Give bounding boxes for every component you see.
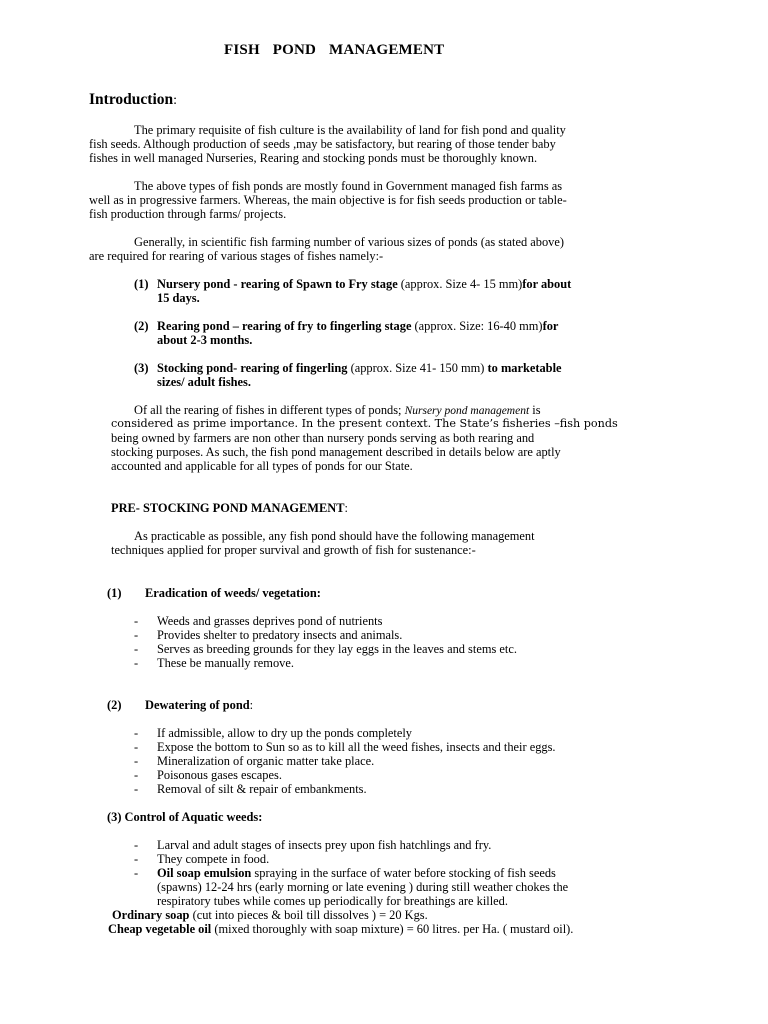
bullet-dash: - (134, 838, 139, 852)
vegetable-oil-line (108, 922, 573, 936)
pond-name: Rearing pond – rearing of fry to fingerling stage (157, 319, 412, 333)
text-line: considered as prime importance. In the present context. The State’s fisheries –fish ponds (111, 417, 618, 430)
text-span: (cut into pieces & boil till dissolves ) = 20 Kgs. (189, 908, 428, 922)
page-title: FISH POND MANAGEMENT (224, 42, 445, 58)
text-line: accounted and applicable for all types of ponds for our State. (111, 459, 413, 473)
pond-number: (3) (134, 361, 149, 375)
text-span: spraying in the surface of water before stocking of fish seeds (251, 866, 556, 880)
pond-number: (2) (134, 319, 149, 333)
pond-size: (approx. Size: 16-40 mm) (411, 319, 543, 333)
pre-stocking-heading-line (111, 501, 348, 515)
pond-duration: for about (522, 277, 572, 291)
text-span: (mixed thoroughly with soap mixture) = 60 litres. per Ha. ( mustard oil). (211, 922, 574, 936)
intro-heading-line (89, 93, 177, 108)
pond-duration-cont: sizes/ adult fishes. (157, 375, 251, 389)
list-item: These be manually remove. (157, 656, 294, 670)
pond-name: Stocking pond- rearing of fingerling (157, 361, 348, 375)
pond-duration: to marketable (487, 361, 562, 375)
pond-name: Nursery pond - rearing of Spawn to Fry stage (157, 277, 398, 291)
section-number: (2) (107, 698, 122, 712)
text-line: stocking purposes. As such, the fish pond management described in details below are aptly (111, 445, 561, 459)
pond-size: (approx. Size 4- 15 mm) (397, 277, 523, 291)
text-line: fish production through farms/ projects. (89, 207, 287, 221)
section-heading-line (145, 698, 253, 712)
bullet-dash: - (134, 614, 139, 628)
text-line: As practicable as possible, any fish pond should have the following management (134, 529, 535, 543)
bullet-dash: - (134, 754, 139, 768)
bullet-dash: - (134, 740, 139, 754)
bullet-dash: - (134, 642, 139, 656)
pond-size: (approx. Size 41- 150 mm) (347, 361, 488, 375)
pond-line (157, 361, 562, 375)
list-item: If admissible, allow to dry up the ponds completely (157, 726, 412, 740)
list-item: Serves as breeding grounds for they lay eggs in the leaves and stems etc. (157, 642, 517, 656)
pond-line (157, 277, 571, 291)
ordinary-soap-label: Ordinary soap (112, 908, 190, 922)
text-line: fishes in well managed Nurseries, Rearing and stocking ponds must be thoroughly known. (89, 151, 538, 165)
text-line (134, 403, 541, 418)
ordinary-soap-line (112, 908, 428, 922)
bullet-dash: - (134, 866, 139, 880)
pond-duration-cont: 15 days. (157, 291, 200, 305)
intro-heading: Introduction (89, 91, 174, 108)
pond-number: (1) (134, 277, 149, 291)
bullet-dash: - (134, 768, 139, 782)
bullet-dash: - (134, 656, 139, 670)
text-span: is (529, 403, 541, 417)
section-heading-aquatic-weeds: (3) Control of Aquatic weeds: (107, 810, 263, 824)
list-item: Removal of silt & repair of embankments. (157, 782, 367, 796)
list-item: Provides shelter to predatory insects and animals. (157, 628, 403, 642)
oil-soap-label: Oil soap emulsion (157, 866, 252, 880)
text-line: Generally, in scientific fish farming number of various sizes of ponds (as stated above) (134, 235, 564, 249)
list-item: Poisonous gases escapes. (157, 768, 282, 782)
pond-duration: for (542, 319, 559, 333)
pond-duration-cont: about 2-3 months. (157, 333, 253, 347)
intro-colon: : (173, 93, 178, 108)
text-line: being owned by farmers are non other than nursery ponds serving as both rearing and (111, 431, 535, 445)
text-line: (spawns) 12-24 hrs (early morning or late evening ) during still weather chokes the (157, 880, 569, 894)
text-line: respiratory tubes while comes up periodically for breathings are killed. (157, 894, 508, 908)
section-heading-weeds: Eradication of weeds/ vegetation: (145, 586, 321, 600)
text-span: Of all the rearing of fishes in different types of ponds; (134, 403, 405, 417)
bullet-dash: - (134, 852, 139, 866)
section-number: (1) (107, 586, 122, 600)
pond-line (157, 319, 558, 333)
heading-colon: : (249, 698, 254, 712)
nursery-emphasis: Nursery pond management (404, 405, 530, 417)
list-item: They compete in food. (157, 852, 270, 866)
bullet-dash: - (134, 726, 139, 740)
text-line: well as in progressive farmers. Whereas, the main objective is for fish seeds production or table- (89, 193, 567, 207)
list-item: Weeds and grasses deprives pond of nutrients (157, 614, 383, 628)
list-item: Expose the bottom to Sun so as to kill all the weed fishes, insects and their eggs. (157, 740, 556, 754)
text-line: The above types of fish ponds are mostly found in Government managed fish farms as (134, 179, 563, 193)
text-line: fish seeds. Although production of seeds ,may be satisfactory, but rearing of those tender baby (89, 137, 556, 151)
list-item: Larval and adult stages of insects prey upon fish hatchlings and fry. (157, 838, 492, 852)
section-heading-dewatering: Dewatering of pond (145, 698, 250, 712)
bullet-dash: - (134, 782, 139, 796)
text-line: are required for rearing of various stages of fishes namely:- (89, 249, 384, 263)
text-line: techniques applied for proper survival and growth of fish for sustenance:- (111, 543, 476, 557)
heading-colon: : (344, 501, 348, 515)
list-item: Mineralization of organic matter take place. (157, 754, 375, 768)
bullet-dash: - (134, 628, 139, 642)
pre-stocking-heading: PRE- STOCKING POND MANAGEMENT (111, 501, 345, 515)
text-line: The primary requisite of fish culture is the availability of land for fish pond and quality (134, 123, 566, 137)
list-item (157, 866, 556, 880)
vegetable-oil-label: Cheap vegetable oil (108, 922, 212, 936)
